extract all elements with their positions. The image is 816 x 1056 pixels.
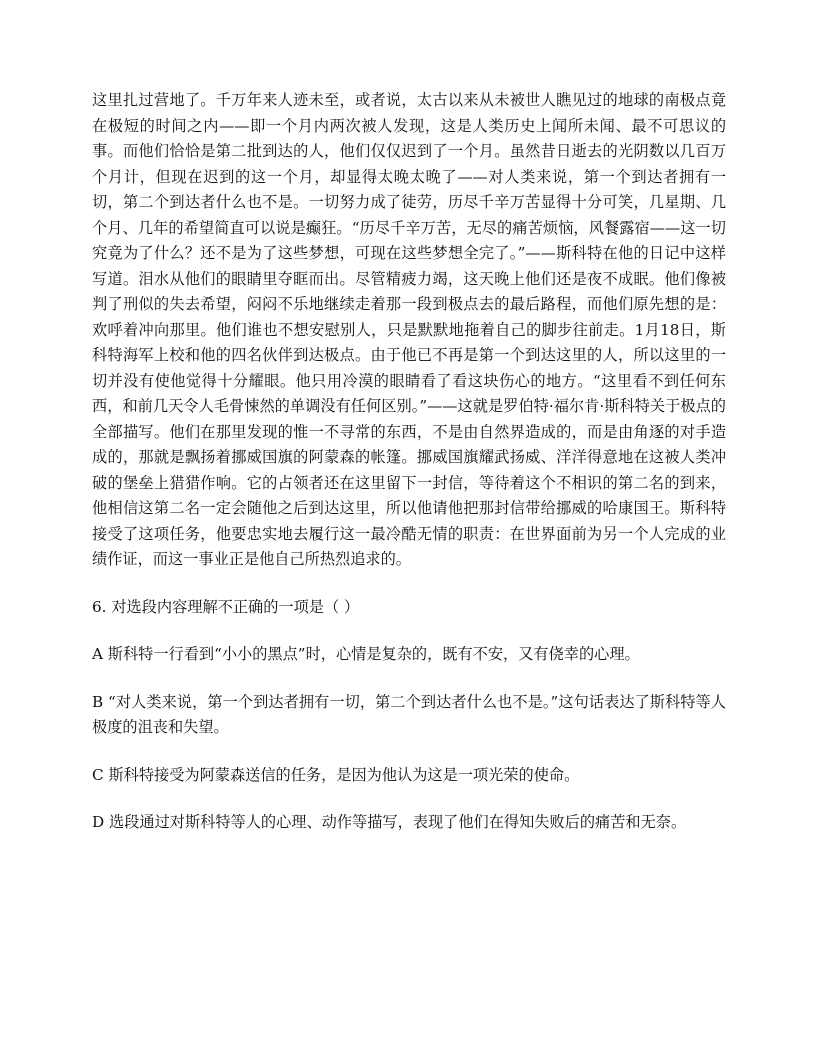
option-a: A 斯科特一行看到“小小的黑点”时，心情是复杂的，既有不安，又有侥幸的心理。	[92, 645, 640, 663]
question-stem: 6. 对选段内容理解不正确的一项是（ ）	[92, 597, 360, 616]
option-c: C 斯科特接受为阿蒙森送信的任务，是因为他认为这是一项光荣的使命。	[92, 765, 580, 784]
document-page	[92, 88, 726, 836]
option-d: D 选段通过对斯科特等人的心理、动作等描写，表现了他们在得知失败后的痛苦和无奈。	[92, 813, 687, 831]
option-b: B “对人类来说，第一个到达者拥有一切，第二个到达者什么也不是。”这句话表达了斯科特等人极度的沮丧和失望。	[92, 692, 726, 736]
reading-passage: 这里扎过营地了。千万年来人迹未至，或者说，太古以来从未被世人瞧见过的地球的南极点竟在极短的时间之内——即一个月内两次被人发现，这是人类历史上闻所未闻、最不可思议的事。而他们恰恰是第二批到达的人，他们仅仅迟到了一个月。虽然昔日逝去的光阴数以几百万个月计，但现在迟到的这一个月，却显得太晚太晚了——对人类来说，第一个到达者拥有一切，第二个到达者什么也不是。一切努力成了徒劳，历尽千辛万苦显得十分可笑，几星期、几个月、几年的希望简直可以说是癫狂。“历尽千辛万苦，无尽的痛苦烦恼，风餐露宿——这一切究竟为了什么？还不是为了这些梦想，可现在这些梦想全完了。”——斯科特在他的日记中这样写道。泪水从他们的眼睛里夺眶而出。尽管精疲力竭，这天晚上他们还是夜不成眠。他们像被判了刑似的失去希望，闷闷不乐地继续走着那一段到极点去的最后路程，而他们原先想的是：欢呼着冲向那里。他们谁也不想安慰别人，只是默默地拖着自己的脚步往前走。1月18日，斯科特海军上校和他的四名伙伴到达极点。由于他已不再是第一个到达这里的人，所以这里的一切并没有使他觉得十分耀眼。他只用冷漠的眼睛看了看这块伤心的地方。“这里看不到任何东西，和前几天令人毛骨悚然的单调没有任何区别。”——这就是罗伯特·福尔肯·斯科特关于极点的全部描写。他们在那里发现的惟一不寻常的东西，不是由自然界造成的，而是由角逐的对手造成的，那就是飘扬着挪威国旗的阿蒙森的帐篷。挪威国旗耀武扬威、洋洋得意地在这被人类冲破的堡垒上猎猎作响。它的占领者还在这里留下一封信，等待着这个不相识的第二名的到来，他相信这第二名一定会随他之后到达这里，所以他请他把那封信带给挪威的哈康国王。斯科特接受了这项任务，他要忠实地去履行这一最冷酷无情的职责：在世界面前为另一个人完成的业绩作证，而这一事业正是他自己所热烈追求的。	[92, 91, 726, 568]
